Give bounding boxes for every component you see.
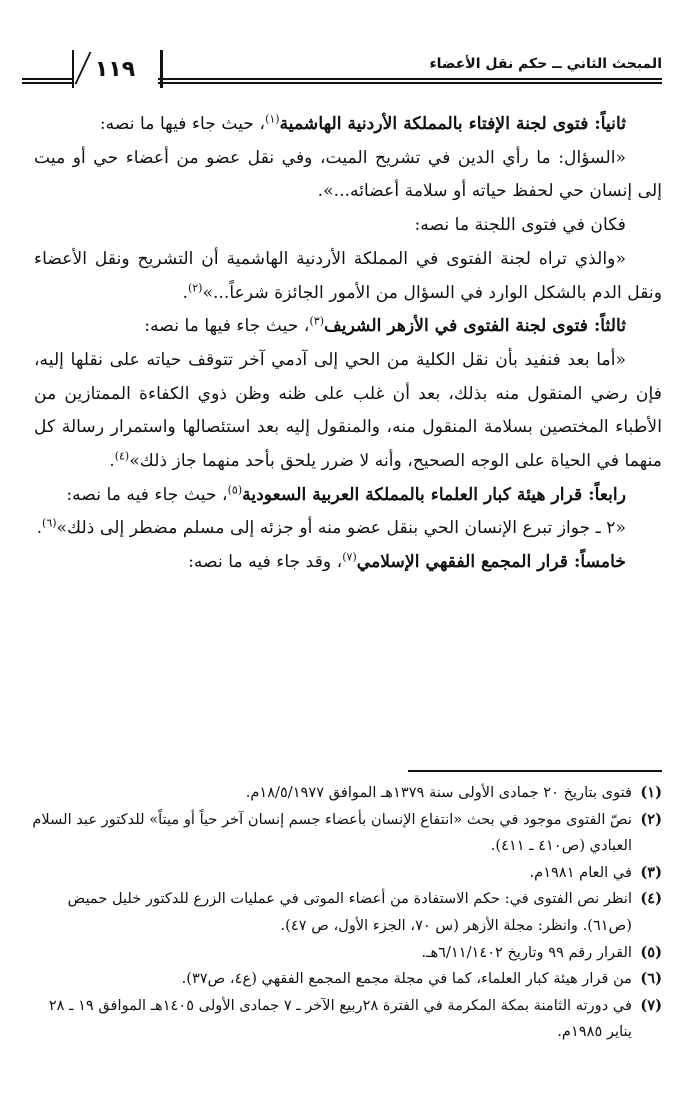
footnote-text: انظر نص الفتوى في: حكم الاستفادة من أعضاء الموتى في عمليات الزرع للدكتور خليل حميض (ص٦١). وانظر: مجلة الأزهر (س ٧٠، الجزء الأول، ص ٤٧). [67, 890, 632, 934]
footnote-item [28, 860, 662, 887]
footnote-ref-1: (١) [265, 112, 280, 126]
footnote-item [28, 780, 662, 807]
paragraph-text: . [109, 451, 115, 472]
paragraph-text: ، حيث جاء فيها ما نصه: [144, 316, 310, 337]
footnote-ref-7: (٧) [342, 550, 357, 564]
footnote-text: في العام ١٩٨١م. [529, 863, 632, 881]
paragraph-text: . [36, 518, 43, 539]
footnotes [28, 780, 662, 1046]
paragraph-committee: فكان في فتوى اللجنة ما نصه: [414, 215, 626, 236]
page-number: ١١٩ [94, 56, 136, 82]
heading-fiqh-academy: خامساً: قرار المجمع الفقهي الإسلامي [356, 552, 626, 573]
footnote-item [28, 993, 662, 1046]
footnote-number: (٢) [640, 810, 662, 828]
footnote-number: (٣) [640, 863, 662, 881]
paragraph-saudi-answer [34, 512, 662, 546]
heading-saudi-decision: رابعاً: قرار هيئة كبار العلماء بالمملكة العربية السعودية [242, 484, 626, 505]
footnote-number: (٥) [640, 943, 662, 961]
paragraph-text: ، حيث جاء فيه ما نصه: [66, 484, 228, 505]
paragraph-text: «أما بعد فنفيد بأن نقل الكلية من الحي إلى آدمي آخر تتوقف حياته على نقلها إليه، فإن رضي المنقول منه بذلك، بعد أن غلب على ظنه وظن ذوي الكفاءة الممتازين من الأطباء المختصين بسلامة المنقول منه، والمنقول إليه بعد استئصالها واستمرار رسالة كل منهما في الحياة على الوجه الصحيح، وأنه لا ضرر يلحق بأحد منهما جاز ذلك» [34, 349, 662, 472]
footnote-text: من قرار هيئة كبار العلماء، كما في مجلة مجمع المجمع الفقهي (ع٤، ص٣٧). [181, 970, 632, 988]
footnote-item [28, 886, 662, 939]
paragraph-fourth-decision [34, 479, 662, 513]
footnote-number: (٤) [640, 890, 662, 908]
footnote-number: (٧) [640, 996, 662, 1014]
footnote-ref-6: (٦) [42, 516, 57, 530]
footnote-number: (١) [640, 784, 662, 801]
footnote-item [28, 807, 662, 860]
footnote-item [28, 966, 662, 993]
footnote-text: القرار رقم ٩٩ وتاريخ ٦/١١/١٤٠٢هـ. [421, 943, 632, 961]
paragraph-text: . [182, 282, 188, 303]
footnote-ref-5: (٥) [227, 483, 243, 496]
paragraph-text: ، حيث جاء فيها ما نصه: [99, 114, 266, 134]
heading-jordan-fatwa: ثانياً: فتوى لجنة الإفتاء بالمملكة الأردنية الهاشمية [279, 114, 626, 134]
main-text [34, 108, 662, 580]
header-rule-right [158, 78, 662, 80]
footnote-divider [408, 770, 662, 772]
footnote-number: (٦) [640, 970, 662, 988]
footnote-text: نصّ الفتوى موجود في بحث «انتفاع الإنسان بأعضاء جسم إنسان آخر حياً أو ميتاً» للدكتور عبد السلام العبادي (ص٤١٠ ـ ٤١١). [32, 810, 632, 855]
paragraph-text: «والذي تراه لجنة الفتوى في المملكة الأردنية الهاشمية أن التشريح ونقل الأعضاء ونقل الدم بالشكل الوارد في السؤال من الأمور الجائزة شرعاً...» [34, 248, 662, 303]
paragraph-text: «٢ ـ جواز تبرع الإنسان الحي بنقل عضو منه أو جزئه إلى مسلم مضطر إلى ذلك» [56, 518, 626, 539]
paragraph-second-fatwa [34, 108, 662, 142]
paragraph-jordan-answer [34, 243, 662, 310]
footnote-ref-4: (٤) [114, 449, 130, 463]
header-rule-left [22, 78, 74, 80]
header-rule-left-lower [22, 82, 74, 84]
footnote-ref-3: (٣) [309, 314, 324, 328]
heading-azhar-fatwa: ثالثاً: فتوى لجنة الفتوى في الأزهر الشريف [324, 316, 626, 337]
footnote-ref-2: (٢) [187, 280, 203, 294]
header-rule-right-lower [158, 82, 662, 84]
footnote-item [28, 940, 662, 967]
footnote-text: في دورته الثامنة بمكة المكرمة في الفترة ٢٨ربيع الآخر ـ ٧ جمادى الأولى ١٤٠٥هـ الموافق ١٩ ـ ٢٨ يناير ١٩٨٥م. [48, 996, 632, 1041]
paragraph-fifth-decision [34, 546, 662, 580]
footnote-text: فتوى بتاريخ ٢٠ جمادى الأولى سنة ١٣٧٩هـ الموافق ١٨/٥/١٩٧٧م. [245, 784, 632, 801]
paragraph-question: «السؤال: ما رأي الدين في تشريح الميت، وفي نقل عضو من أعضاء حي أو ميت إلى إنسان حي لحفظ حياته أو سلامة أعضائه...». [34, 147, 662, 202]
page-header [22, 48, 662, 92]
running-head: المبحث الثاني ــ حكم نقل الأعضاء [429, 56, 662, 72]
paragraph-azhar-answer [34, 344, 662, 479]
paragraph-text: ، وقد جاء فيه ما نصه: [188, 552, 343, 573]
paragraph-third-fatwa [34, 310, 662, 344]
